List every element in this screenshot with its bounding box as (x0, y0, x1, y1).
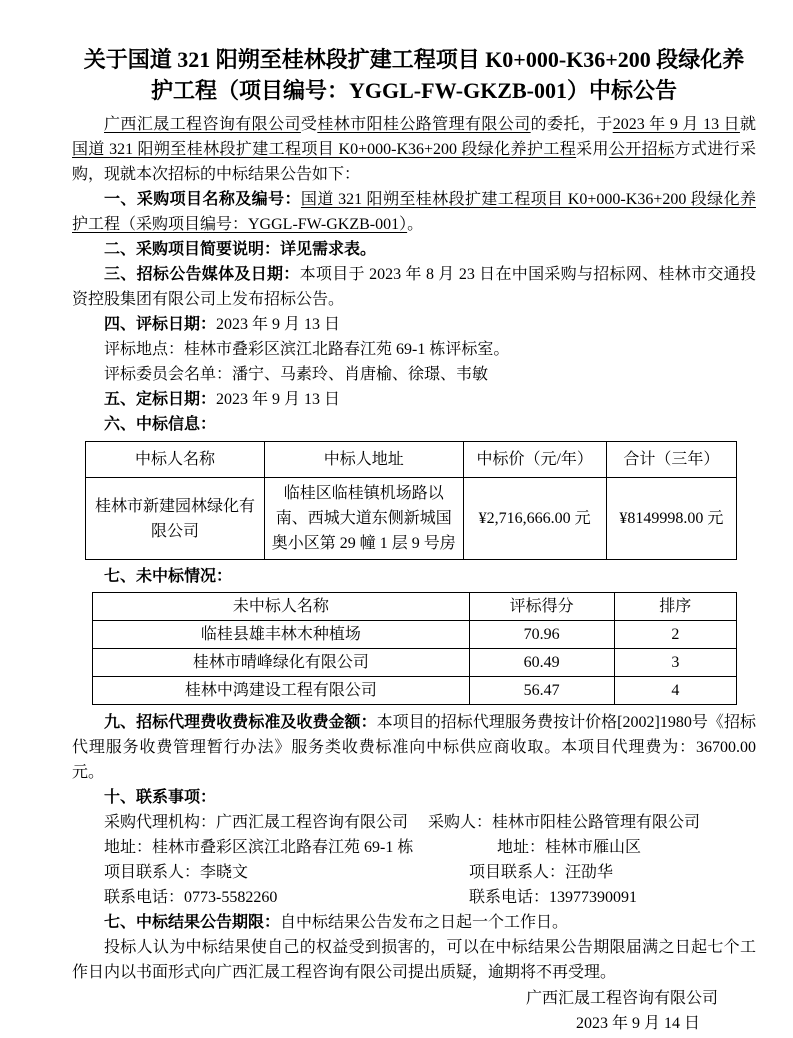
section-6 (72, 412, 756, 437)
loser-name-cell: 临桂县雄丰林木种植场 (93, 621, 470, 649)
buyer-contact-person: 项目联系人：汪劭华 (469, 864, 614, 881)
winner-table (85, 441, 737, 560)
section-11-label: 七、中标结果公告期限： (104, 914, 281, 931)
agency-org: 采购代理机构：广西汇晟工程咨询有限公司 (104, 814, 409, 831)
section-3 (72, 262, 756, 312)
objection-paragraph: 投标人认为中标结果使自己的权益受到损害的，可以在中标结果公告期限届满之日起七个工作日内以书面形式向广西汇晟工程咨询有限公司提出质疑，逾期将不再受理。 (72, 939, 756, 981)
title-line-2: 护工程（项目编号：YGGL-FW-GKZB-001）中标公告 (151, 78, 677, 103)
section-9-text: 本项目的招标代理服务费按计价格[2002]1980号《招标代理服务收费管理暂行办法》服务类收费标准向中标供应商收取。本项目代理费为：36700.00 元。 (72, 714, 756, 781)
agency-phone: 联系电话：0773-5582260 (104, 889, 278, 906)
section-4-label: 四、评标日期： (104, 316, 217, 333)
buyer-org: 采购人：桂林市阳桂公路管理有限公司 (428, 814, 701, 831)
section-1-tail: 。 (407, 216, 424, 233)
intro-text: 方式进行采购，现就本次招标的中标结果公告如下： (72, 141, 756, 183)
project-name: 国道 321 阳朔至桂林段扩建工程项目 K0+000-K36+200 段绿化养护工程 (72, 141, 577, 158)
winner-header-price: 中标价（元/年） (463, 442, 606, 478)
loser-name-cell: 桂林市晴峰绿化有限公司 (93, 649, 470, 677)
loser-table-row (93, 621, 737, 649)
agency-name: 广西汇晟工程咨询有限公司 (104, 116, 301, 133)
winner-name-cell: 桂林市新建园林绿化有限公司 (86, 478, 265, 560)
section-1 (72, 187, 756, 237)
intro-text: 受 (300, 116, 318, 133)
section-3-label: 三、招标公告媒体及日期： (104, 266, 300, 283)
section-2-label: 二、采购项目简要说明： (104, 241, 281, 258)
section-1-project: 国道 321 阳朔至桂林段扩建工程项目 K0+000-K36+200 段绿化养护工程（采购项目编号：YGGL-FW-GKZB-001） (72, 191, 756, 233)
page-title (72, 44, 756, 106)
tender-method: 公开招标 (608, 141, 675, 158)
evaluation-committee: 评标委员会名单：潘宁、马素玲、肖唐榆、徐璟、韦敏 (104, 366, 489, 383)
buyer-name: 桂林市阳桂公路管理有限公司 (317, 116, 531, 133)
loser-rank-cell: 2 (614, 621, 736, 649)
section-10-label: 十、联系事项： (104, 789, 217, 806)
loser-header-score: 评标得分 (469, 593, 614, 621)
loser-header-name: 未中标人名称 (93, 593, 470, 621)
section-10 (72, 785, 756, 810)
loser-table-row (93, 649, 737, 677)
loser-score-cell: 70.96 (469, 621, 614, 649)
winner-price-cell: ¥2,716,666.00 元 (463, 478, 606, 560)
title-line-1: 关于国道 321 阳朔至桂林段扩建工程项目 K0+000-K36+200 段绿化养 (83, 47, 745, 72)
intro-paragraph (72, 112, 756, 187)
buyer-address: 地址：桂林市雁山区 (497, 839, 642, 856)
signature-company: 广西汇晟工程咨询有限公司 (525, 990, 718, 1007)
intro-text: 采用 (576, 141, 609, 158)
signature-date: 2023 年 9 月 14 日 (575, 1015, 700, 1032)
winner-table-header-row (86, 442, 737, 478)
section-11-text: 自中标结果公告发布之日起一个工作日。 (280, 914, 569, 931)
winner-total-cell: ¥8149998.00 元 (606, 478, 736, 560)
winner-table-row (86, 478, 737, 560)
loser-name-cell: 桂林中鸿建设工程有限公司 (93, 677, 470, 705)
section-6-label: 六、中标信息： (104, 416, 217, 433)
tender-date: 2023 年 9 月 13 日 (612, 116, 740, 133)
section-9-label: 九、招标代理费收费标准及收费金额： (104, 714, 377, 731)
contact-row-phone (72, 885, 756, 910)
loser-score-cell: 60.49 (469, 649, 614, 677)
winner-header-address: 中标人地址 (265, 442, 464, 478)
section-11 (72, 910, 756, 935)
section-4 (72, 312, 756, 337)
section-1-label: 一、采购项目名称及编号： (104, 191, 301, 208)
section-9 (72, 710, 756, 785)
section-5-label: 五、定标日期： (104, 391, 217, 408)
section-3-text: 本项目于 2023 年 8 月 23 日在中国采购与招标网、桂林市交通投资控股集团有限公司上发布招标公告。 (72, 266, 756, 308)
winner-address-cell: 临桂区临桂镇机场路以南、西城大道东侧新城国奥小区第 29 幢 1 层 9 号房 (265, 478, 464, 560)
agency-address: 地址：桂林市叠彩区滨江北路春江苑 69-1 栋 (104, 839, 414, 856)
intro-text: 的委托，于 (530, 116, 613, 133)
section-2 (72, 237, 756, 262)
loser-rank-cell: 4 (614, 677, 736, 705)
section-7 (72, 564, 756, 589)
contact-row-address (72, 835, 756, 860)
loser-header-rank: 排序 (614, 593, 736, 621)
buyer-phone: 联系电话：13977390091 (469, 889, 638, 906)
winner-header-name: 中标人名称 (86, 442, 265, 478)
loser-rank-cell: 3 (614, 649, 736, 677)
section-7-label: 七、未中标情况： (104, 568, 233, 585)
section-2-text: 详见需求表。 (280, 241, 377, 258)
intro-text: 就 (739, 116, 756, 133)
section-5 (72, 387, 756, 412)
agency-contact-person: 项目联系人：李晓文 (104, 864, 249, 881)
loser-table-header-row (93, 593, 737, 621)
evaluation-place: 评标地点：桂林市叠彩区滨江北路春江苑 69-1 栋评标室。 (104, 341, 510, 358)
section-4-date: 2023 年 9 月 13 日 (216, 316, 341, 333)
winner-header-total: 合计（三年） (606, 442, 736, 478)
contact-row-person (72, 860, 756, 885)
loser-score-cell: 56.47 (469, 677, 614, 705)
section-5-date: 2023 年 9 月 13 日 (216, 391, 341, 408)
contact-row-org (72, 810, 756, 835)
loser-table (92, 592, 737, 705)
loser-table-row (93, 677, 737, 705)
